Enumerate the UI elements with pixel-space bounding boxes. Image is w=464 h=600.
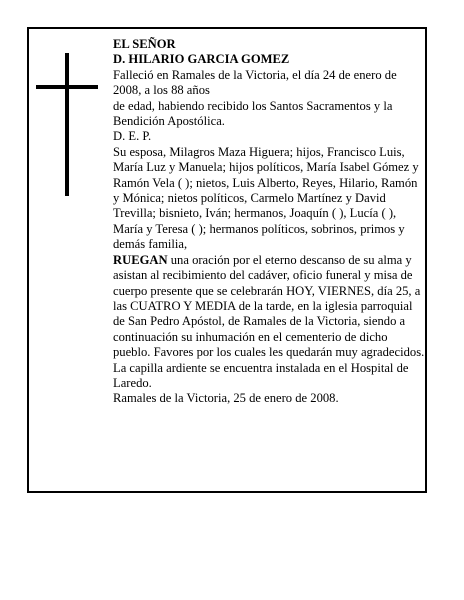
cross-horizontal-bar: [36, 85, 98, 89]
deceased-name: D. HILARIO GARCIA GOMEZ: [113, 52, 290, 67]
closing-place-date: Ramales de la Victoria, 25 de enero de 2008.: [113, 391, 339, 406]
service-details: de la tarde, en la iglesia parroquial de San Pedro Apóstol, de Ramales de la Victoria, siendo a continuación su inhumación en el cementerio de dicho pueblo. Favores por los cuales les quedarán muy agradecidos. La capilla ardiente se encuentra instalada en el Hospital de Laredo.: [113, 298, 425, 390]
rip-abbreviation: D. E. P.: [113, 129, 152, 144]
service-date: día 25, a las: [113, 283, 421, 313]
service-day: HOY, VIERNES,: [286, 283, 375, 298]
request-text: una oración por el eterno descanso de su alma y asistan al recibimiento del cadáver, oficio funeral y misa de cuerpo presente que se celebrarán: [113, 252, 413, 298]
obituary-text: [113, 37, 425, 407]
family-paragraph: [113, 145, 425, 392]
service-time: CUATRO Y MEDIA: [130, 298, 236, 313]
family-list: Su esposa, Milagros Maza Higuera; hijos, Francisco Luis, María Luz y Manuela; hijos políticos, María Isabel Gómez y Ramón Vela ( ); nietos, Luis Alberto, Reyes, Hilario, Ramón y Mónica; nietos políticos, Carmelo Martínez y David Trevilla; bisnieto, Iván; hermanos, Joaquín ( ), Lucía ( ), María y Teresa ( ); hermanos políticos, sobrinos, primos y demás familia,: [113, 144, 419, 252]
header-title: EL SEÑOR: [113, 37, 176, 51]
sacraments-info: de edad, habiendo recibido los Santos Sacramentos y la Bendición Apostólica.: [113, 98, 393, 129]
cross-vertical-bar: [65, 53, 69, 196]
cross-icon: [36, 53, 98, 196]
death-info: Falleció en Ramales de la Victoria, el día 24 de enero de 2008, a los 88 años: [113, 67, 397, 98]
request-keyword: RUEGAN: [113, 252, 168, 267]
